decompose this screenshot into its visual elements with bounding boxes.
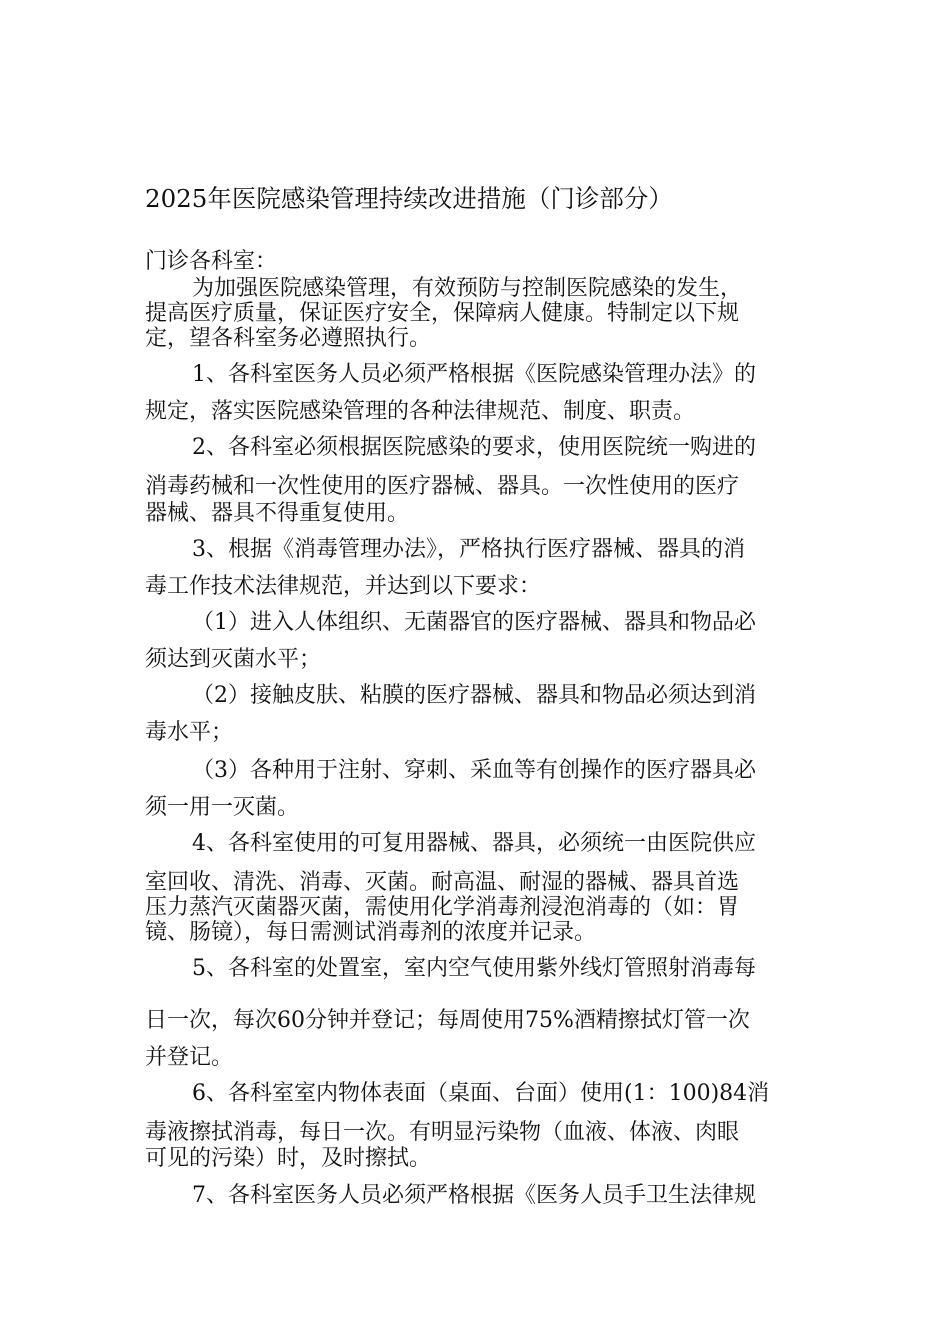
- item-4-line-3: 压力蒸汽灭菌器灭菌，需使用化学消毒剂浸泡消毒的（如：胃: [145, 895, 740, 920]
- salutation-line: 门诊各科室：: [145, 249, 278, 274]
- item-1-line-1: 1、各科室医务人员必须严格根据《医院感染管理办法》的: [192, 362, 756, 387]
- item-1-line-2: 规定，落实医院感染管理的各种法律规范、制度、职责。: [145, 399, 696, 424]
- item-6-line-3: 可见的污染）时，及时擦拭。: [145, 1146, 432, 1171]
- item-5-line-2: 日一次，每次60分钟并登记；每周使用75%酒精擦拭灯管一次: [145, 1008, 750, 1033]
- intro-line-3: 定，望各科室务必遵照执行。: [145, 326, 432, 351]
- item-4-line-2: 室回收、清洗、消毒、灭菌。耐高温、耐湿的器械、器具首选: [145, 870, 740, 895]
- intro-line-2: 提高医疗质量，保证医疗安全，保障病人健康。特制定以下规: [145, 301, 740, 326]
- item-4-line-4: 镜、肠镜），每日需测试消毒剂的浓度并记录。: [145, 920, 597, 945]
- item-3-line-2: 毒工作技术法律规范，并达到以下要求：: [145, 574, 542, 599]
- subitem-3-line-1: （3）各种用于注射、穿刺、采血等有创操作的医疗器具必: [192, 758, 756, 783]
- subitem-2-line-2: 毒水平；: [145, 720, 234, 745]
- item-5-line-1: 5、各科室的处置室，室内空气使用紫外线灯管照射消毒每: [192, 956, 756, 981]
- item-6-line-2: 毒液擦拭消毒，每日一次。有明显污染物（血液、体液、肉眼: [145, 1120, 740, 1145]
- subitem-2-line-1: （2）接触皮肤、粘膜的医疗器械、器具和物品必须达到消: [192, 683, 756, 708]
- item-7-line-1: 7、各科室医务人员必须严格根据《医务人员手卫生法律规: [192, 1183, 756, 1208]
- item-4-line-1: 4、各科室使用的可复用器械、器具，必须统一由医院供应: [192, 831, 756, 856]
- subitem-1-line-2: 须达到灭菌水平；: [145, 647, 322, 672]
- subitem-3-line-2: 须一用一灭菌。: [145, 795, 300, 820]
- item-3-line-1: 3、根据《消毒管理办法》，严格执行医疗器械、器具的消: [192, 537, 745, 562]
- item-2-line-1: 2、各科室必须根据医院感染的要求，使用医院统一购进的: [192, 435, 756, 460]
- subitem-1-line-1: （1）进入人体组织、无菌器官的医疗器械、器具和物品必: [192, 610, 756, 635]
- intro-line-1: 为加强医院感染管理，有效预防与控制医院感染的发生，: [192, 276, 743, 301]
- document-title: 2025年医院感染管理持续改进措施（门诊部分）: [145, 184, 673, 213]
- item-2-line-2: 消毒药械和一次性使用的医疗器械、器具。一次性使用的医疗: [145, 474, 740, 499]
- item-6-line-1: 6、各科室室内物体表面（桌面、台面）使用(1：100)84消: [192, 1081, 770, 1106]
- item-5-line-3: 并登记。: [145, 1045, 234, 1070]
- item-2-line-3: 器械、器具不得重复使用。: [145, 501, 410, 526]
